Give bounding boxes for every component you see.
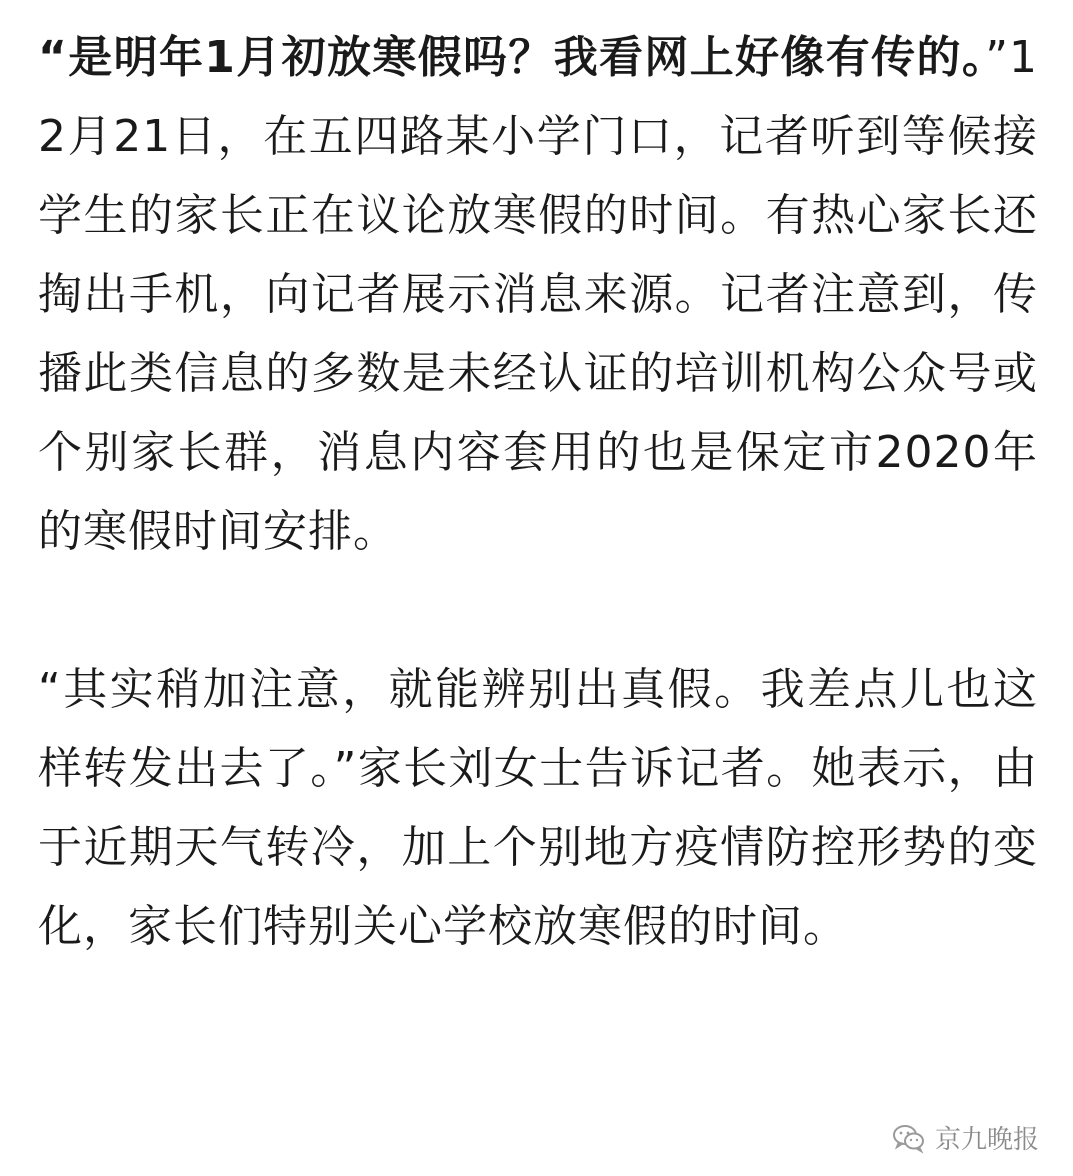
paragraph-1-text: ”12月21日，在五四路某小学门口，记者听到等候接学生的家长正在议论放寒假的时间。有热心家长还掏出手机，向记者展示消息来源。记者注意到，传播此类信息的多数是未经认证的培训机构公众号或个别家长群，消息内容套用的也是保定市2020年的寒假时间安排。 (38, 32, 1038, 557)
source-watermark (891, 1119, 1039, 1156)
paragraph-spacer (38, 571, 1038, 650)
watermark-label: 京九晚报 (934, 1125, 1039, 1155)
article-body (38, 18, 1038, 966)
bold-quote: “是明年1月初放寒假吗？我看网上好像有传的。 (38, 32, 986, 83)
paragraph-1 (38, 18, 1038, 571)
wechat-icon (891, 1120, 927, 1156)
paragraph-2: “其实稍加注意，就能辨别出真假。我差点儿也这样转发出去了。”家长刘女士告诉记者。她表示，由于近期天气转冷，加上个别地方疫情防控形势的变化，家长们特别关心学校放寒假的时间。 (38, 664, 1038, 952)
